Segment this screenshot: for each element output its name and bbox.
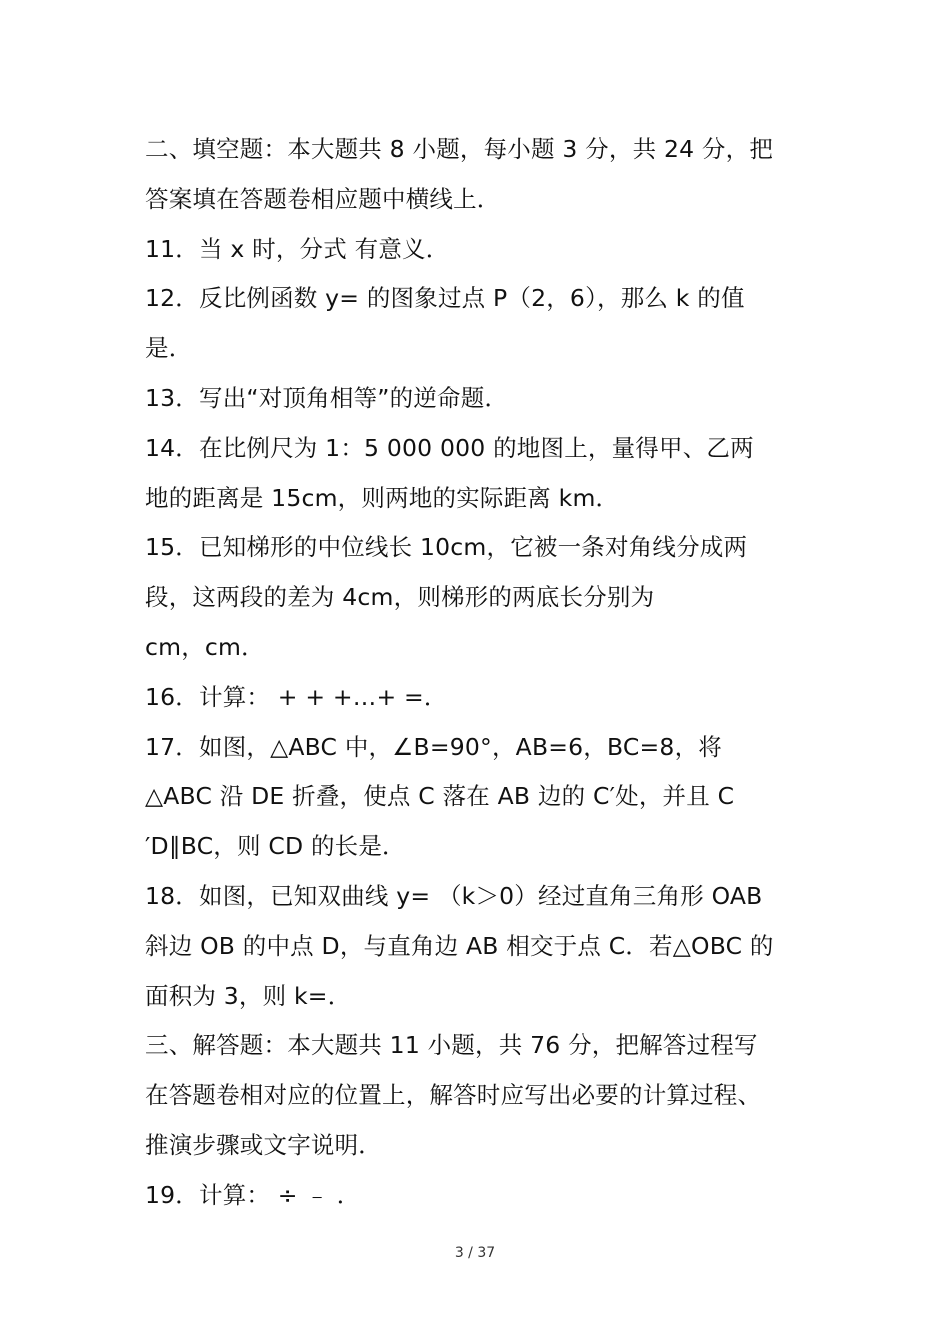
question-15-line-1: 15．已知梯形的中位线长 10cm，它被一条对角线分成两	[145, 533, 748, 562]
question-15-line-2: 段，这两段的差为 4cm，则梯形的两底长分别为	[145, 583, 655, 612]
question-18-line-2: 斜边 OB 的中点 D，与直角边 AB 相交于点 C．若△OBC 的	[145, 931, 774, 960]
question-17-line-2: △ABC 沿 DE 折叠，使点 C 落在 AB 边的 C′处，并且 C	[145, 782, 735, 811]
section-3-heading-line-1: 三、解答题：本大题共 11 小题，共 76 分，把解答过程写	[145, 1031, 758, 1060]
question-19: 19．计算： ÷ ﹣ ．	[145, 1180, 361, 1209]
question-16: 16．计算： + + +…+ =．	[145, 682, 448, 711]
question-15-line-3: cm，cm．	[145, 632, 265, 661]
question-13: 13．写出“对顶角相等”的逆命题．	[145, 383, 509, 412]
question-14-line-1: 14．在比例尺为 1：5 000 000 的地图上，量得甲、乙两	[145, 433, 754, 462]
section-2-heading-line-1: 二、填空题：本大题共 8 小题，每小题 3 分，共 24 分，把	[145, 135, 774, 163]
section-3-heading-line-2: 在答题卷相对应的位置上，解答时应写出必要的计算过程、	[145, 1081, 762, 1110]
question-12-line-2: 是．	[145, 334, 193, 363]
question-17-line-3: ′D∥BC，则 CD 的长是．	[145, 832, 406, 861]
section-2-heading-line-2: 答案填在答题卷相应题中横线上．	[145, 184, 501, 213]
question-11: 11．当 x 时，分式 有意义．	[145, 234, 450, 263]
question-18-line-3: 面积为 3，则 k=．	[145, 981, 352, 1010]
question-12-line-1: 12．反比例函数 y= 的图象过点 P（2，6），那么 k 的值	[145, 284, 745, 313]
question-17-line-1: 17．如图，△ABC 中，∠B=90°，AB=6，BC=8，将	[145, 732, 722, 761]
question-18-line-1: 18．如图，已知双曲线 y= （k＞0）经过直角三角形 OAB	[145, 881, 763, 910]
page-number: 3 / 37	[454, 1245, 496, 1261]
question-14-line-2: 地的距离是 15cm，则两地的实际距离 km．	[145, 483, 620, 512]
document-body	[145, 125, 810, 1221]
section-3-heading-line-3: 推演步骤或文字说明．	[145, 1130, 382, 1159]
